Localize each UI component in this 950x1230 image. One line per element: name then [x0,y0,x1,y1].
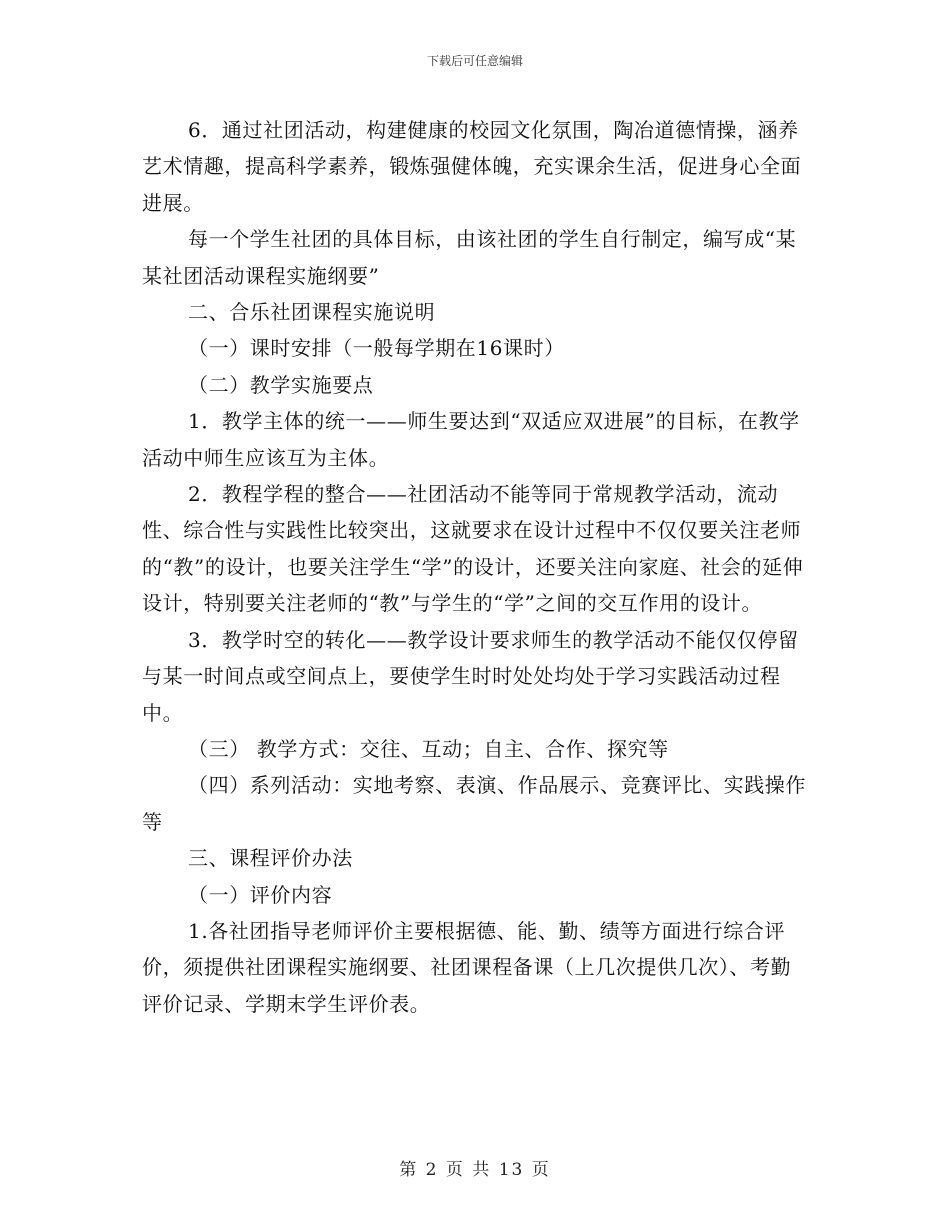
paragraph-point-3: 3．教学时空的转化——教学设计要求师生的教学活动不能仅仅停留与某一时间点或空间点上，要使学生时时处处均处于学习实践活动过程中。 [142,627,799,725]
section-heading-3: 三、课程评价办法 [188,846,353,871]
paragraph-point-2: 2．教程学程的整合——社团活动不能等同于常规教学活动，流动性、综合性与实践性比较突出，这就要求在设计过程中不仅仅要关注老师的“教”的设计，也要关注学生“学”的设计，还要关注向家庭、社会的延伸设计，特别要关注老师的“教”与学生的“学”之间的交互作用的设计。 [142,482,804,616]
subsection-activities: （四）系列活动：实地考察、表演、作品展示、竞赛评比、实践操作等 [142,773,806,834]
subsection-teaching-methods: （三） 教学方式：交往、互动；自主、合作、探究等 [188,736,669,761]
paragraph-club-goals: 每一个学生社团的具体目标，由该社团的学生自行制定，编写成“某某社团活动课程实施纲要” [142,227,797,288]
page-header: 下载后可任意编辑 [426,54,523,68]
subsection-class-hours: （一）课时安排（一般每学期在16课时） [188,336,565,361]
subsection-teaching-points: （二）教学实施要点 [188,372,374,397]
document-body [142,112,810,1022]
paragraph-point-1: 1．教学主体的统一——师生要达到“双适应双进展”的目标，在教学活动中师生应该互为主体。 [142,409,800,470]
paragraph-goal-6: 6．通过社团活动，构建健康的校园文化氛围，陶冶道德情操，涵养艺术情趣，提高科学素养，锻炼强健体魄，充实课余生活，促进身心全面进展。 [142,118,802,215]
subsection-evaluation-content: （一）评价内容 [188,882,333,907]
paragraph-evaluation-1: 1.各社团指导老师评价主要根据德、能、勤、绩等方面进行综合评价，须提供社团课程实施纲要、社团课程备课（上几次提供几次）、考勤评价记录、学期末学生评价表。 [142,918,792,1016]
section-heading-2: 二、合乐社团课程实施说明 [188,300,436,325]
page-number: 第 2 页 共 13 页 [399,1160,551,1180]
